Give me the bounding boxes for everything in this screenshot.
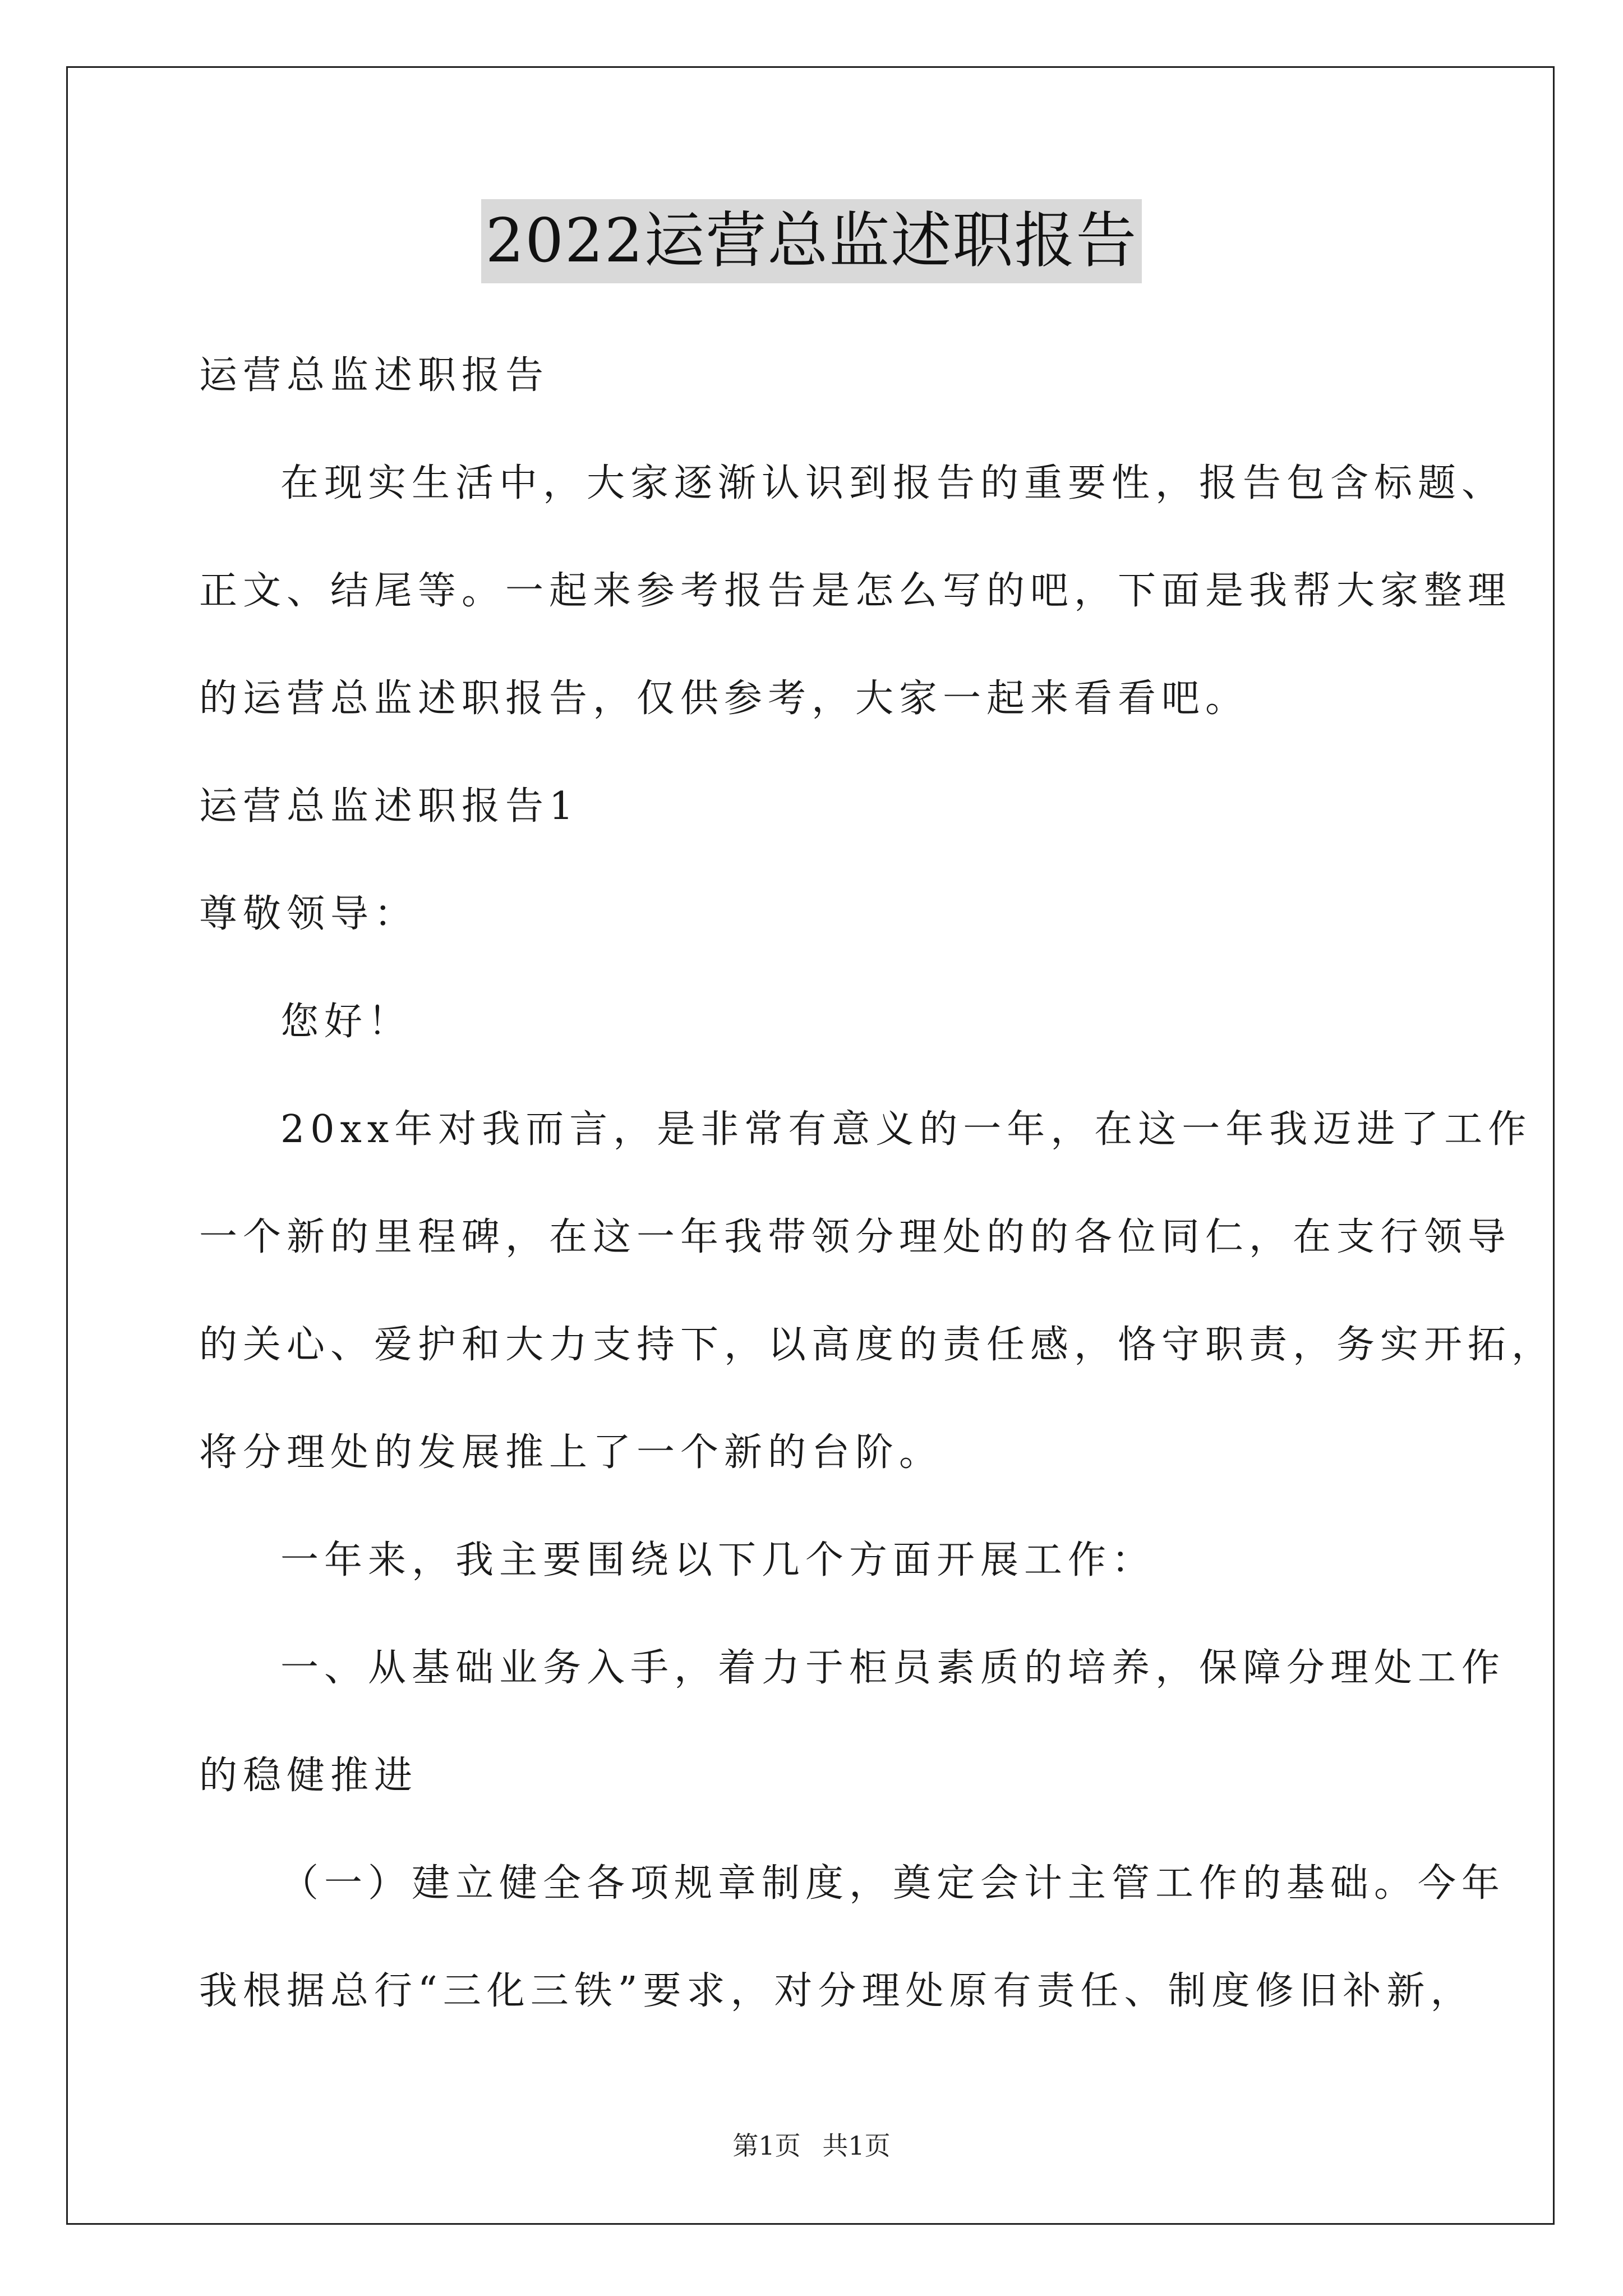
- body-line: 一年来，我主要围绕以下几个方面开展工作：: [280, 1538, 1156, 1582]
- body-line: 在现实生活中，大家逐渐认识到报告的重要性，报告包含标题、: [280, 461, 1506, 505]
- title-container: [0, 199, 1623, 283]
- body-line: 运营总监述职报告: [199, 353, 550, 398]
- body-line: 一个新的里程碑，在这一年我带领分理处的的各位同仁，在支行领导: [199, 1215, 1512, 1259]
- body-line: 一、从基础业务入手，着力于柜员素质的培养，保障分理处工作: [280, 1646, 1506, 1690]
- body-line: 20xx年对我而言，是非常有意义的一年，在这一年我迈进了工作: [280, 1107, 1532, 1152]
- body-line: 的稳健推进: [199, 1754, 418, 1798]
- document-title: 2022运营总监述职报告: [481, 199, 1142, 283]
- page-number: 第1页: [732, 2131, 801, 2161]
- body-line: 运营总监述职报告1: [199, 784, 579, 829]
- page-footer: [0, 2129, 1623, 2162]
- body-line: 将分理处的发展推上了一个新的台阶。: [199, 1430, 943, 1475]
- body-line: 尊敬领导：: [199, 892, 418, 936]
- page-total: 共1页: [822, 2131, 891, 2161]
- document-body: [199, 348, 1556, 2071]
- body-line: 您好！: [280, 1000, 412, 1044]
- body-line: （一）建立健全各项规章制度，奠定会计主管工作的基础。今年: [280, 1861, 1506, 1906]
- body-line: 的关心、爱护和大力支持下，以高度的责任感，恪守职责，务实开拓，: [199, 1323, 1556, 1367]
- body-line: 的运营总监述职报告，仅供参考，大家一起来看看吧。: [199, 677, 1249, 721]
- body-line: 我根据总行“三化三铁”要求，对分理处原有责任、制度修旧补新，: [199, 1969, 1474, 2013]
- body-line: 正文、结尾等。一起来参考报告是怎么写的吧，下面是我帮大家整理: [199, 569, 1512, 613]
